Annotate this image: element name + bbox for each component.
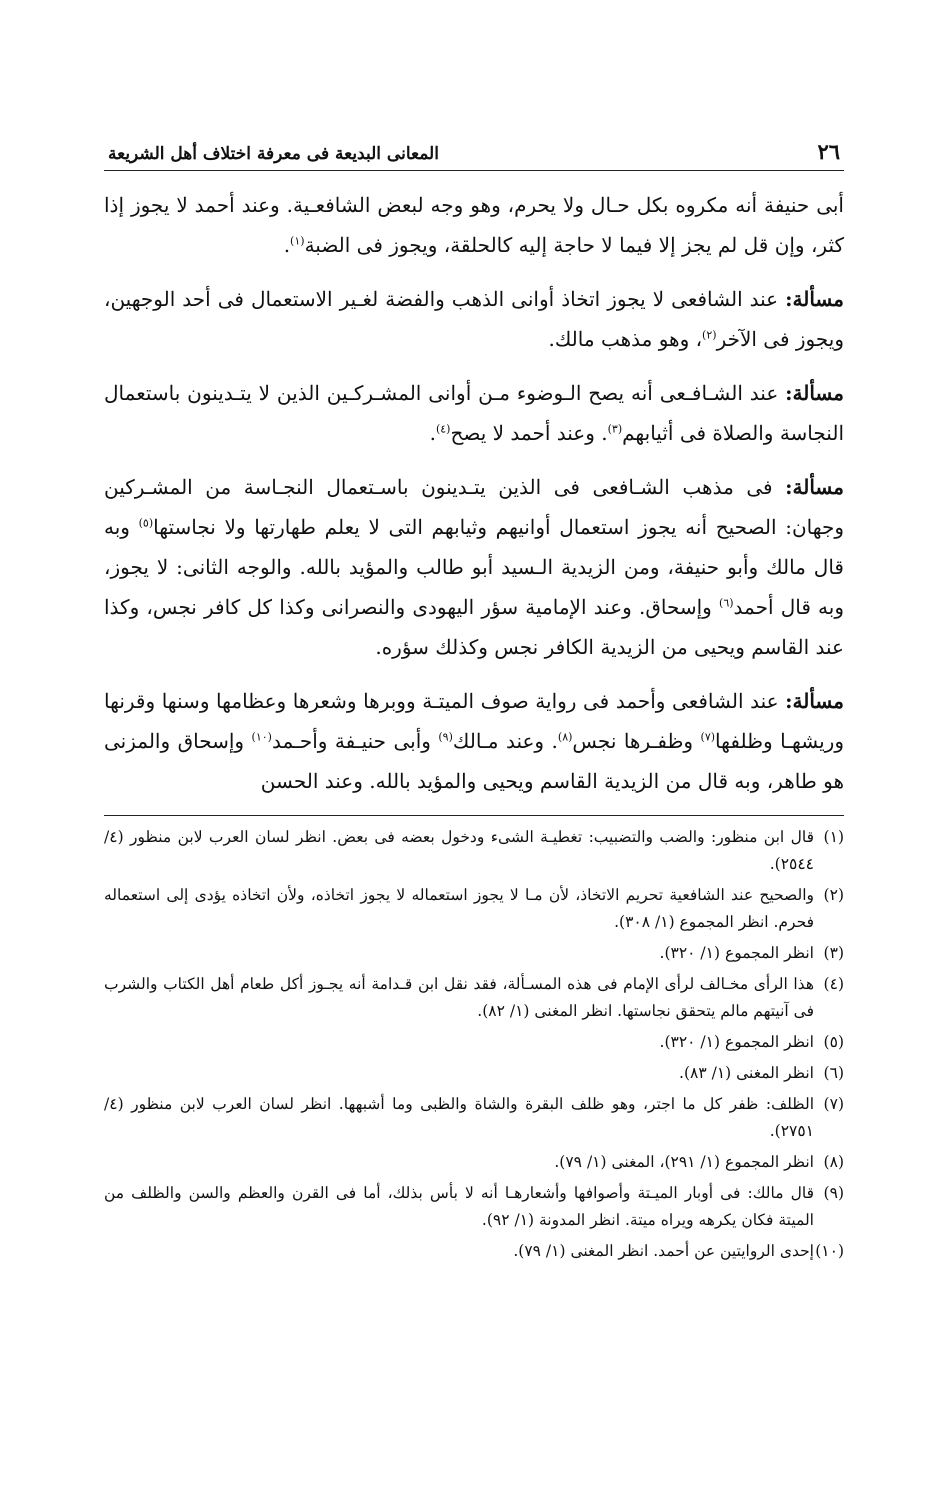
footnote-ref-6[interactable]: (٦) xyxy=(719,596,734,610)
footnote-number: (٤) xyxy=(823,975,844,993)
footnote xyxy=(104,971,844,1025)
issue-paragraph-1: مسألة: عند الشافعى لا يجوز اتخاذ أوانى الذهب والفضة لغـير الاستعمال فى أحد الوجهين، ويجوز فى الآخر$^{(٢)}$، وهو مذهب مالك. xyxy=(104,287,844,351)
footnote-ref-1[interactable]: (١) xyxy=(290,234,305,248)
issue-paragraph-4: مسألة: عند الشافعى وأحمد فى رواية صوف الميتـة ووبرها وشعرها وعظامها وسنها وقرنها وريشهـا وظلفها$^{(٧)}$ وظفـرها نجس$^{(٨)}$. وعند مـالك$^{(٩)}$ وأبى حنيـفة وأحـمد$^{(١٠)}$ وإسحاق والمزنى هو طاهر، وبه قال من الزيدية القاسم ويحيى والمؤيد بالله. وعند الحسن xyxy=(104,689,845,793)
footnote-number: (٩) xyxy=(823,1184,844,1202)
footnote-number: (٨) xyxy=(823,1153,844,1171)
footnote-ref-9[interactable]: (٩) xyxy=(438,730,453,744)
footnote xyxy=(104,1180,844,1234)
footnote-text: قال مالك: فى أوبار الميـتة وأصوافها وأشعارهـا أنه لا بأس بذلك، أما فى القرن والعظم والسن والظلف من الميتة فكان يكرهه ويراه ميتة. انظر المدونة (١/ ٩٢). xyxy=(104,1184,814,1229)
footnote-ref-8[interactable]: (٨) xyxy=(557,730,573,744)
footnote xyxy=(104,1238,844,1265)
footnotes-section xyxy=(104,824,844,1265)
issue-paragraph-2: مسألة: عند الشـافـعى أنه يصح الـوضوء مـن أوانى المشـركـين الذين لا يتـدينون باستعمال النجاسة والصلاة فى أثيابهم$^{(٣)}$. وعند أحمد لا يصح$^{(٤)}$. xyxy=(104,381,844,445)
footnote-text: انظر المجموع (١/ ٣٢٠). xyxy=(659,1033,814,1051)
footnote-ref-10[interactable]: (١٠) xyxy=(251,730,272,744)
footnote-number: (٢) xyxy=(823,886,844,904)
footnote xyxy=(104,1060,844,1087)
footnote-text: انظر المغنى (١/ ٨٣). xyxy=(679,1064,814,1082)
issue-label: مسألة: xyxy=(785,689,844,713)
footnote-number: (٥) xyxy=(823,1033,844,1051)
footnote-divider xyxy=(104,815,844,816)
issue-label: مسألة: xyxy=(785,287,844,311)
footnote xyxy=(104,1029,844,1056)
footnote xyxy=(104,882,844,936)
footnote xyxy=(104,824,844,878)
footnote xyxy=(104,940,844,967)
footnote-text: إحدى الروايتين عن أحمد. انظر المغنى (١/ ٧٩). xyxy=(513,1242,814,1260)
page-number: ٢٦ xyxy=(817,139,840,164)
issue-label: مسألة: xyxy=(785,475,844,499)
footnote-number: (٣) xyxy=(823,944,844,962)
issue-paragraph-3: مسألة: فى مذهب الشـافعى فى الذين يتـدينون باسـتعمال النجـاسة من المشـركين وجهان: الصحيح أنه يجوز استعمال أوانيهم وثيابهم التى لا يعلم طهارتها ولا نجاستها$^{(٥)}$ وبه قال مالك وأبو حنيفة، ومن الزيدية الـسيد أبو طالب والمؤيد بالله. والوجه الثانى: لا يجوز، وبه قال أحمد$^{(٦)}$ وإسحاق. وعند الإمامية سؤر اليهودى والنصرانى وكذا كل كافر نجس، وكذا عند القاسم ويحيى من الزيدية الكافر نجس وكذلك سؤره. xyxy=(104,475,844,659)
footnote xyxy=(104,1149,844,1176)
footnote-number: (٧) xyxy=(823,1095,844,1113)
footnote-ref-4[interactable]: (٤) xyxy=(435,422,451,436)
main-text xyxy=(104,185,844,801)
footnote-text: قال ابن منظور: والضب والتضبيب: تغطيـة الشىء ودخول بعضه فى بعض. انظر لسان العرب لابن منظور (٤/ ٢٥٤٤). xyxy=(104,828,814,873)
paragraph-continuation: أبى حنيفة أنه مكروه بكل حـال ولا يحرم، وهو وجه لبعض الشافعـية. وعند أحمد لا يجوز إذا كثر، وإن قل لم يجز إلا فيما لا حاجة إليه كالحلقة، ويجوز فى الضبة$^{(١)}$. xyxy=(104,193,844,257)
footnote-text: انظر المجموع (١/ ٣٢٠). xyxy=(659,944,814,962)
footnote-number: (١٠) xyxy=(815,1242,844,1260)
page-header xyxy=(104,130,844,171)
footnote-ref-5[interactable]: (٥) xyxy=(138,516,154,530)
footnote-ref-7[interactable]: (٧) xyxy=(700,730,716,744)
footnote-number: (١) xyxy=(823,828,844,846)
issue-label: مسألة: xyxy=(785,381,844,405)
footnote-text: انظر المجموع (١/ ٢٩١)، المغنى (١/ ٧٩). xyxy=(554,1153,814,1171)
footnote-number: (٦) xyxy=(823,1064,844,1082)
footnote-text: الظلف: ظفر كل ما اجتر، وهو ظلف البقرة والشاة والظبى وما أشبهها. انظر لسان العرب لابن منظور (٤/ ٢٧٥١). xyxy=(104,1095,814,1140)
footnote-ref-2[interactable]: (٢) xyxy=(702,328,717,342)
footnote-ref-3[interactable]: (٣) xyxy=(607,422,623,436)
footnote-text: هذا الرأى مخـالف لرأى الإمام فى هذه المسـألة، فقد نقل ابن قـدامة أنه يجـوز أكل طعام أهل الكتاب والشرب فى آنيتهم مالم يتحقق نجاستها. انظر المغنى (١/ ٨٢). xyxy=(104,975,814,1020)
footnote xyxy=(104,1091,844,1145)
running-title: المعانى البديعة فى معرفة اختلاف أهل الشريعة xyxy=(108,144,439,164)
footnote-text: والصحيح عند الشافعية تحريم الاتخاذ، لأن مـا لا يجوز استعماله لا يجوز اتخاذه، ولأن اتخاذه يؤدى إلى استعماله فحرم. انظر المجموع (١/ ٣٠٨). xyxy=(104,886,814,931)
